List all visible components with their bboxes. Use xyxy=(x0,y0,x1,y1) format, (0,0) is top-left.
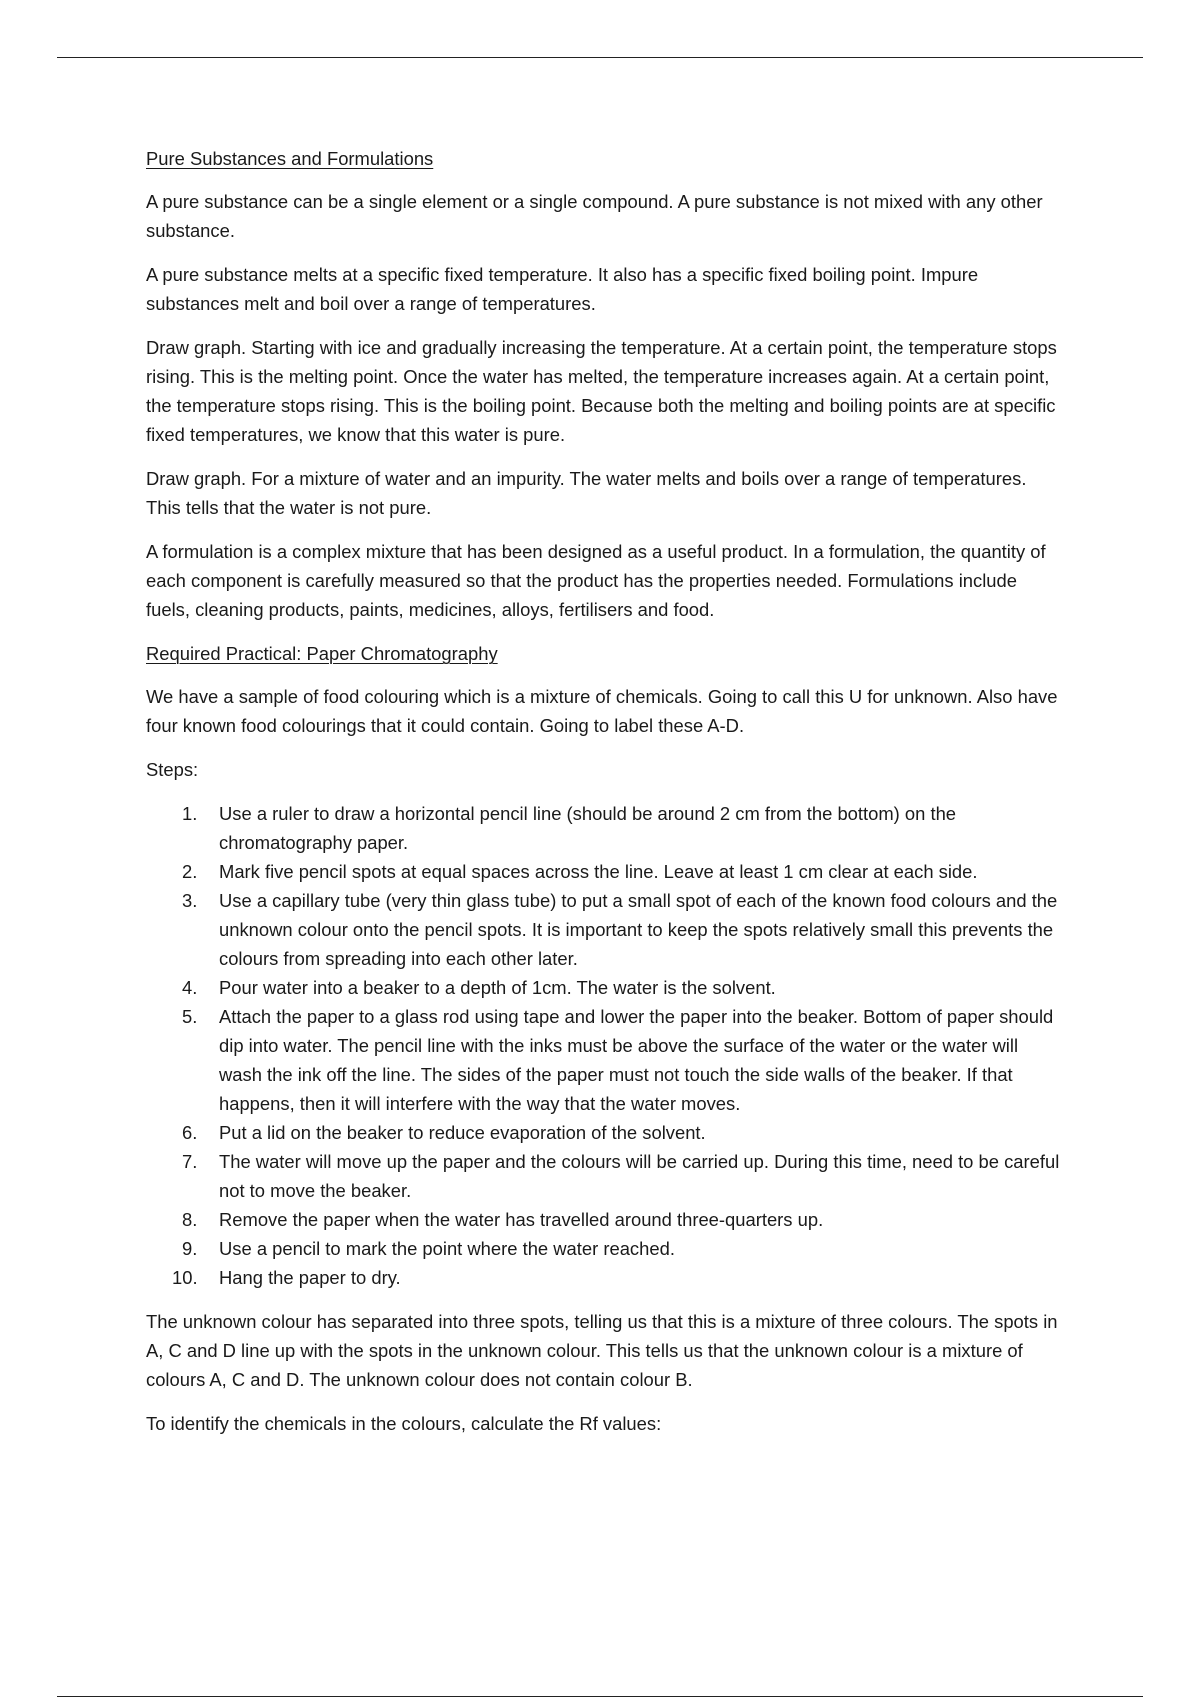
list-item xyxy=(146,1234,1061,1263)
step-number: 7. xyxy=(182,1151,198,1172)
top-rule xyxy=(57,57,1143,58)
step-text: Use a pencil to mark the point where the water reached. xyxy=(219,1238,675,1259)
paragraph-rf-values: To identify the chemicals in the colours, calculate the Rf values: xyxy=(146,1413,662,1434)
paragraph-melting-point: A pure substance melts at a specific fixed temperature. It also has a specific fixed boiling point. Impure substances melt and boil over a range of temperatures. xyxy=(146,264,979,314)
paragraph-pure-substance-definition: A pure substance can be a single element or a single compound. A pure substance is not mixed with any other substance. xyxy=(146,191,1043,241)
list-item xyxy=(146,1002,1061,1118)
step-number: 10. xyxy=(172,1267,198,1288)
list-item xyxy=(146,1205,1061,1234)
step-text: The water will move up the paper and the colours will be carried up. During this time, need to be careful not to move the beaker. xyxy=(219,1151,1060,1201)
paragraph-chromatography-conclusion: The unknown colour has separated into three spots, telling us that this is a mixture of three colours. The spots in A, C and D line up with the spots in the unknown colour. This tells us that the unknown colour is a mixture of colours A, C and D. The unknown colour does not contain colour B. xyxy=(146,1311,1058,1390)
step-text: Pour water into a beaker to a depth of 1cm. The water is the solvent. xyxy=(219,977,776,998)
step-text: Put a lid on the beaker to reduce evaporation of the solvent. xyxy=(219,1122,706,1143)
step-text: Use a capillary tube (very thin glass tube) to put a small spot of each of the known food colours and the unknown colour onto the pencil spots. It is important to keep the spots relatively small this prevents the colours from spreading into each other later. xyxy=(219,890,1058,969)
list-item xyxy=(146,1263,1061,1292)
paragraph-formulations: A formulation is a complex mixture that has been designed as a useful product. In a formulation, the quantity of each component is carefully measured so that the product has the properties needed. Formulations include fuels, cleaning products, paints, medicines, alloys, fertilisers and food. xyxy=(146,541,1046,620)
step-number: 2. xyxy=(182,861,198,882)
document-body xyxy=(146,144,1061,1453)
list-item xyxy=(146,973,1061,1002)
section-heading-chromatography: Required Practical: Paper Chromatography xyxy=(146,643,498,664)
list-item xyxy=(146,1147,1061,1205)
paragraph-impure-water-graph: Draw graph. For a mixture of water and an impurity. The water melts and boils over a range of temperatures. This tells that the water is not pure. xyxy=(146,468,1027,518)
step-text: Attach the paper to a glass rod using tape and lower the paper into the beaker. Bottom of paper should dip into water. The pencil line with the inks must be above the surface of the water or the water will wash the ink off the line. The sides of the paper must not touch the side walls of the beaker. If that happens, then it will interfere with the way that the water moves. xyxy=(219,1006,1054,1114)
step-number: 3. xyxy=(182,890,198,911)
list-item xyxy=(146,799,1061,857)
step-text: Remove the paper when the water has travelled around three-quarters up. xyxy=(219,1209,824,1230)
step-number: 6. xyxy=(182,1122,198,1143)
steps-label: Steps: xyxy=(146,759,199,780)
step-text: Hang the paper to dry. xyxy=(219,1267,401,1288)
bottom-rule xyxy=(57,1696,1143,1697)
paragraph-pure-water-graph: Draw graph. Starting with ice and gradually increasing the temperature. At a certain point, the temperature stops rising. This is the melting point. Once the water has melted, the temperature increases again. At a certain point, the temperature stops rising. This is the boiling point. Because both the melting and boiling points are at specific fixed temperatures, we know that this water is pure. xyxy=(146,337,1057,445)
section-heading-pure-substances: Pure Substances and Formulations xyxy=(146,148,434,169)
step-number: 4. xyxy=(182,977,198,998)
steps-list xyxy=(146,799,1061,1292)
paragraph-chromatography-intro: We have a sample of food colouring which is a mixture of chemicals. Going to call this U for unknown. Also have four known food colourings that it could contain. Going to label these A-D. xyxy=(146,686,1058,736)
list-item xyxy=(146,1118,1061,1147)
step-text: Use a ruler to draw a horizontal pencil line (should be around 2 cm from the bottom) on the chromatography paper. xyxy=(219,803,957,853)
step-number: 1. xyxy=(182,803,198,824)
step-number: 9. xyxy=(182,1238,198,1259)
list-item xyxy=(146,886,1061,973)
step-number: 5. xyxy=(182,1006,198,1027)
list-item xyxy=(146,857,1061,886)
step-number: 8. xyxy=(182,1209,198,1230)
step-text: Mark five pencil spots at equal spaces across the line. Leave at least 1 cm clear at each side. xyxy=(219,861,978,882)
